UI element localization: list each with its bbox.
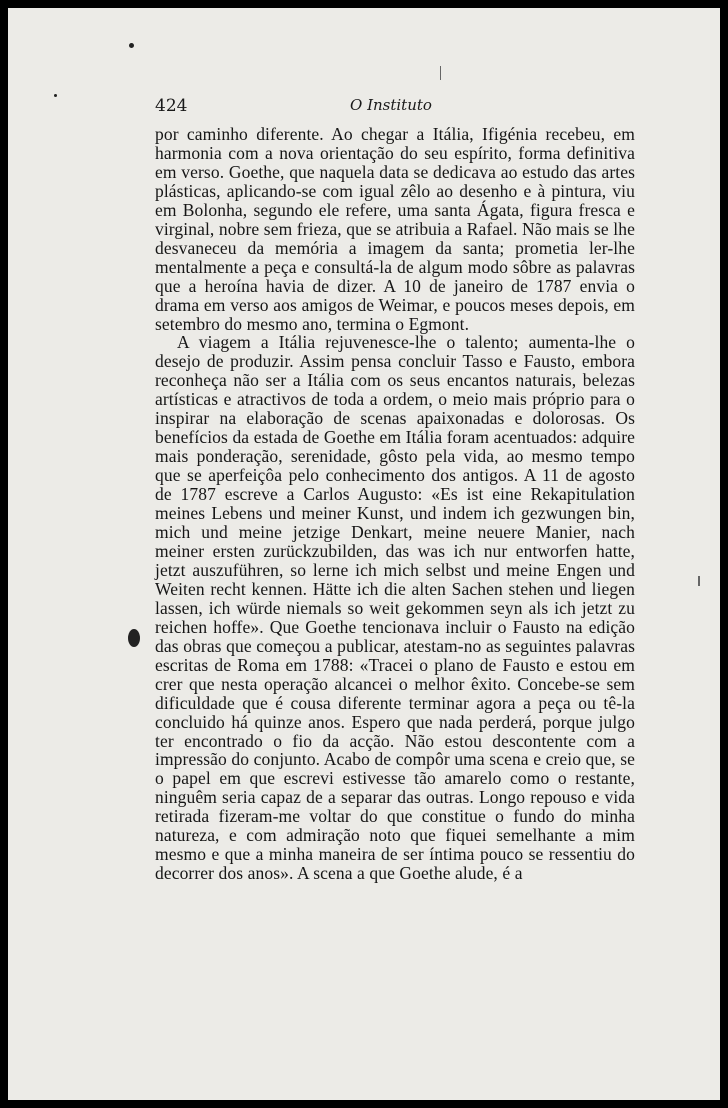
ink-speck <box>54 94 57 97</box>
paragraph: A viagem a Itália rejuvenesce-lhe o talento; aumenta-lhe o desejo de produzir. Assim pensa concluir Tasso e Fausto, embora reconheça não ser a Itália com os seus encantos naturais, belezas artísticas e atractivos de toda a ordem, o meio mais próprio para o inspirar na elaboração de scenas apaixonadas e dolorosas. Os benefícios da estada de Goethe em Itália foram acentuados: adquire mais ponderação, serenidade, gôsto pela vida, ao mesmo tempo que se aperfeiçôa pelo conhecimento dos antigos. A 11 de agosto de 1787 escreve a Carlos Augusto: «Es ist eine Rekapitulation meines Lebens und meiner Kunst, und indem ich gezwungen bin, mich und meine jetzige Denkart, meine neuere Manier, nach meiner ersten zurückzubilden, das was ich nur entworfen hatte, jetzt auszuführen, so lerne ich mich selbst und meine Engen und Weiten recht kennen. Hätte ich die alten Sachen stehen und liegen lassen, ich würde niemals so weit gekommen seyn als ich jetzt zu reichen hoffe». Que Goethe tencionava incluir o Fausto na edição das obras que começou a publicar, atestam-no as seguintes palavras escritas de Roma em 1788: «Tracei o plano de Fausto e estou em crer que nesta operação alcancei o melhor êxito. Concebe-se sem dificuldade que é cousa diferente terminar agora a peça ou tê-la concluido há quinze anos. Espero que nada perderá, porque julgo ter encontrado o fio da acção. Não estou descontente com a impressão do conjunto. Acabo de compôr uma scena e creio que, se o papel em que escrevi estivesse tão amarelo como o restante, ninguêm seria capaz de a separar das outras. Longo repouso e vida retirada fizeram-me voltar do que constitue o fundo do minha natureza, e com admiração noto que fiquei semelhante a mim mesmo e que a minha maneira de ser íntima pouco se ressentiu do decorrer dos anos». A scena a que Goethe alude, é a <box>155 332 635 884</box>
running-title: O Instituto <box>350 96 432 114</box>
ink-speck <box>129 43 134 48</box>
book-page <box>8 8 720 1100</box>
page-header <box>155 96 635 120</box>
paragraph-continuation: por caminho diferente. Ao chegar a Itália, Ifigénia recebeu, em harmonia com a nova orientação do seu espírito, forma definitiva em verso. Goethe, que naquela data se dedicava ao estudo das artes plásticas, aplicando-se com igual zêlo ao desenho e à pintura, viu em Bolonha, segundo ele refere, uma santa Ágata, figura fresca e virginal, nobre sem frieza, que se atribuia a Rafael. Não mais se lhe desvaneceu da memória a imagem da santa; prometia ler-lhe mentalmente a peça e consultá-la de algum modo sôbre as palavras que a heroína havia de dizer. A 10 de janeiro de 1787 envia o drama em verso aos amigos de Weimar, e poucos meses depois, em setembro do mesmo ano, termina o Egmont. <box>155 124 635 334</box>
ink-speck <box>128 629 140 647</box>
body-text <box>155 125 635 883</box>
page-number: 424 <box>155 96 188 116</box>
margin-mark <box>698 576 700 586</box>
margin-mark <box>440 66 441 80</box>
